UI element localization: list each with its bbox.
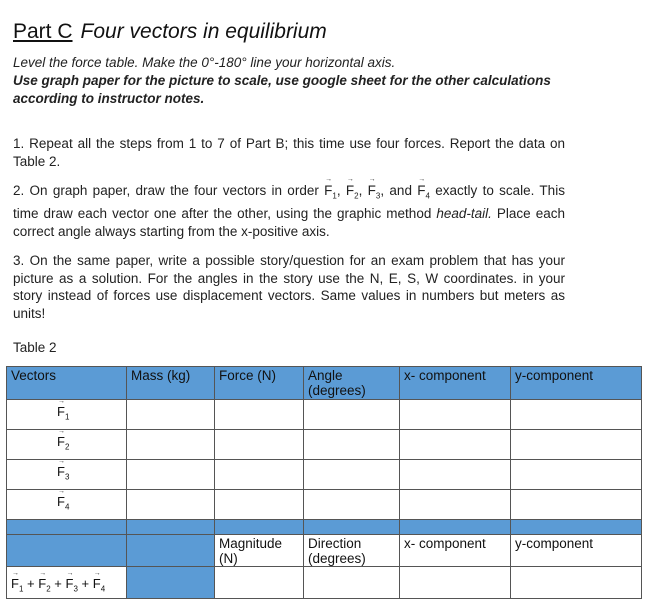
part-label: Part C — [13, 20, 73, 43]
cell-x-input[interactable] — [400, 460, 511, 490]
table-row — [7, 490, 642, 520]
cell-force-input[interactable] — [215, 430, 304, 460]
cell-angle-input[interactable] — [304, 460, 400, 490]
cell-force-input[interactable] — [215, 460, 304, 490]
row-label-f4: → $F_4$ — [7, 490, 127, 520]
vector-f2: → $F_2$ — [345, 176, 359, 201]
cell-x-input[interactable] — [400, 400, 511, 430]
cell-angle-input[interactable] — [304, 490, 400, 520]
table-row-resultant — [7, 567, 642, 599]
cell-y-input[interactable] — [511, 567, 642, 599]
header2-y-component: y-component — [511, 535, 642, 567]
instruction-graph: Use graph paper for the picture to scale, use google sheet for the other calculations — [13, 73, 551, 88]
header-force: Force (N) — [215, 367, 304, 400]
row-label-f2: → $F_2$ — [7, 430, 127, 460]
cell-mass-input[interactable] — [127, 400, 215, 430]
vector-f3: → $F_3$ — [367, 176, 381, 201]
vector-f1: → $F_1$ — [324, 176, 337, 201]
step-3: 3. On the same paper, write a possible story/question for an exam problem that has your picture as a solution. For the angles in the story use the N, E, S, W coordinates. in your story instead of forces use displacement vectors. Same values in numbers but meters as units! — [13, 253, 565, 321]
instruction-level: Level the force table. Make the 0°-180° line your horizontal axis. — [13, 55, 396, 70]
header2-direction: Direction (degrees) — [304, 535, 400, 567]
separator-row — [7, 520, 642, 535]
shaded-cell — [127, 567, 215, 599]
cell-force-input[interactable] — [215, 400, 304, 430]
header-y-component: y-component — [511, 367, 642, 400]
header-mass: Mass (kg) — [127, 367, 215, 400]
table-header-row — [7, 367, 642, 400]
cell-mass-input[interactable] — [127, 430, 215, 460]
cell-y-input[interactable] — [511, 400, 642, 430]
header-x-component: x- component — [400, 367, 511, 400]
cell-x-input[interactable] — [400, 567, 511, 599]
header2-blank — [127, 535, 215, 567]
cell-direction-input[interactable] — [304, 567, 400, 599]
resultant-sum-label: → $F_1$ + → $F_2$ + → $F_3$ + → $F_4$ — [7, 567, 127, 599]
cell-x-input[interactable] — [400, 430, 511, 460]
cell-mass-input[interactable] — [127, 460, 215, 490]
table-row — [7, 430, 642, 460]
cell-angle-input[interactable] — [304, 430, 400, 460]
instruction-notes: according to instructor notes. — [13, 91, 205, 106]
header2-blank — [7, 535, 127, 567]
vector-f4: → $F_4$ — [417, 176, 430, 201]
cell-y-input[interactable] — [511, 460, 642, 490]
header2-x-component: x- component — [400, 535, 511, 567]
data-table — [6, 366, 642, 599]
table-row — [7, 460, 642, 490]
row-label-f3: → $F_3$ — [7, 460, 127, 490]
part-subtitle: Four vectors in equilibrium — [80, 20, 327, 43]
page-title — [13, 20, 327, 44]
header-vectors: Vectors — [7, 367, 127, 400]
header2-magnitude: Magnitude (N) — [215, 535, 304, 567]
row-label-f1: → $F_1$ — [7, 400, 127, 430]
table-row — [7, 400, 642, 430]
table-caption: Table 2 — [13, 340, 57, 355]
table-header-row-2 — [7, 535, 642, 567]
cell-magnitude-input[interactable] — [215, 567, 304, 599]
cell-x-input[interactable] — [400, 490, 511, 520]
cell-mass-input[interactable] — [127, 490, 215, 520]
cell-angle-input[interactable] — [304, 400, 400, 430]
cell-force-input[interactable] — [215, 490, 304, 520]
step-1: 1. Repeat all the steps from 1 to 7 of Part B; this time use four forces. Report the data on Table 2. — [13, 136, 565, 169]
cell-y-input[interactable] — [511, 430, 642, 460]
header-angle: Angle (degrees) — [304, 367, 400, 400]
step-2: 2. On graph paper, draw the four vectors in order → $F_1$, → $F_2$, → $F_3$, and → $F_4$ exactly to scale. This time draw each vector one after the other, using the graphic method head-tail. Place each correct angle always starting from the x-positive axis. — [13, 176, 565, 239]
cell-y-input[interactable] — [511, 490, 642, 520]
